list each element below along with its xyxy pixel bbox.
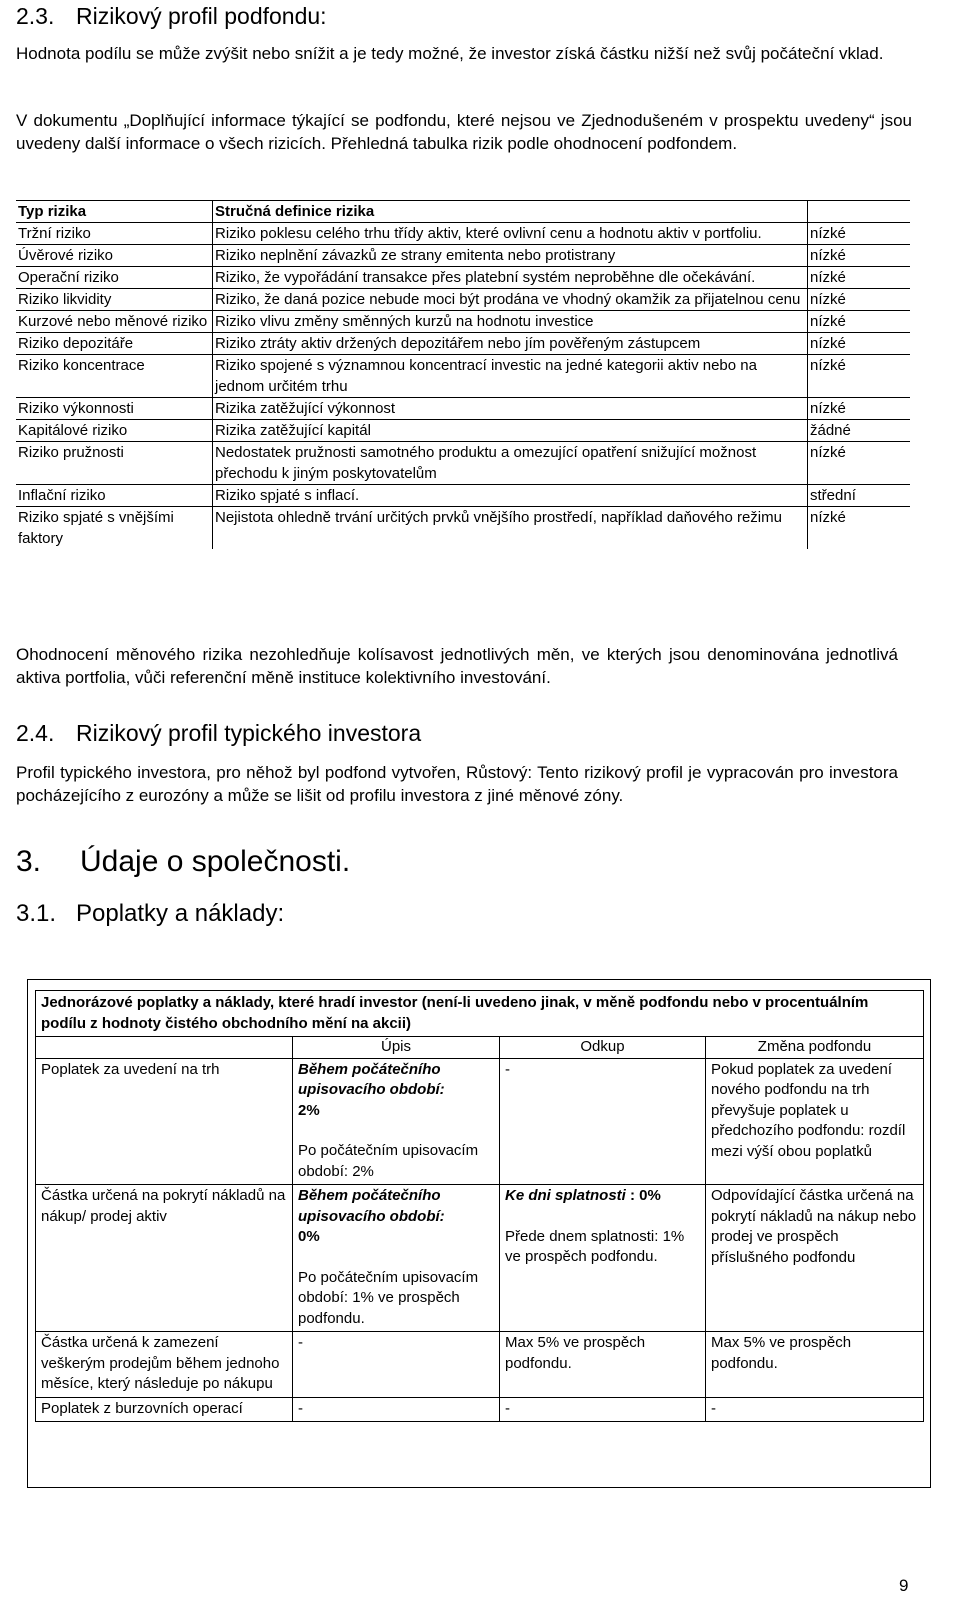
fee-odkup: Max 5% ve prospěch podfondu. — [500, 1332, 706, 1398]
fees-title-row — [36, 991, 924, 1037]
risk-definition: Riziko, že daná pozice nebude moci být prodána ve vhodný okamžik za přijatelnou cenu — [213, 289, 808, 311]
fees-row-market-launch — [36, 1058, 924, 1185]
fee-upis — [293, 1185, 500, 1332]
risk-type: Tržní riziko — [16, 223, 213, 245]
fee-odkup-before: Přede dnem splatnosti: 1% ve prospěch podfondu. — [505, 1227, 685, 1265]
fee-odkup — [500, 1185, 706, 1332]
risk-table-row — [16, 485, 910, 507]
risk-type: Riziko likvidity — [16, 289, 213, 311]
fee-upis-initial: Během počátečního upisovacího období: — [298, 1060, 445, 1098]
risk-table-row — [16, 311, 910, 333]
risk-table-row — [16, 333, 910, 355]
risk-definition: Riziko spjaté s inflací. — [213, 485, 808, 507]
fees-row-exchange — [36, 1397, 924, 1422]
risk-type: Úvěrové riziko — [16, 245, 213, 267]
risk-definition: Riziko neplnění závazků ze strany emitenta nebo protistrany — [213, 245, 808, 267]
risk-table — [16, 200, 910, 549]
risk-table-row — [16, 245, 910, 267]
fee-upis-initial: Během počátečního upisovacího období: — [298, 1187, 445, 1225]
fee-upis-initial-value: 0% — [298, 1228, 320, 1245]
fee-label: Částka určená na pokrytí nákladů na nákup/ prodej aktiv — [36, 1185, 293, 1332]
risk-table-row — [16, 267, 910, 289]
risk-type: Riziko pružnosti — [16, 442, 213, 485]
paragraph-currency-risk: Ohodnocení měnového rizika nezohledňuje kolísavost jednotlivých měn, ve kterých jsou denominována jednotlivá aktiva portfolia, vůči referenční měně instituce kolektivního investování. — [16, 645, 898, 687]
section-3-1-heading — [16, 900, 284, 928]
risk-level: nízké — [810, 313, 846, 330]
risk-type: Riziko výkonnosti — [16, 398, 213, 420]
risk-table-row — [16, 223, 910, 245]
fee-upis-after: Po počátečním upisovacím období: 2% — [298, 1142, 479, 1180]
risk-table-row — [16, 398, 910, 420]
fee-odkup: - — [500, 1397, 706, 1422]
fee-upis: - — [293, 1397, 500, 1422]
section-number: 2.3. — [16, 3, 55, 29]
risk-definition: Rizika zatěžující výkonnost — [213, 398, 808, 420]
risk-level: nízké — [810, 335, 846, 352]
fees-row-transaction-costs — [36, 1185, 924, 1332]
fee-label: Poplatek za uvedení na trh — [36, 1058, 293, 1185]
risk-definition: Riziko vlivu změny směnných kurzů na hodnotu investice — [213, 311, 808, 333]
header-risk-type: Typ rizika — [16, 201, 213, 223]
fee-upis-initial-value: 2% — [298, 1101, 320, 1119]
risk-type: Riziko koncentrace — [16, 355, 213, 398]
page-number: 9 — [899, 1576, 909, 1595]
risk-level: nízké — [810, 291, 846, 308]
fee-odkup-maturity: Ke dni splatnosti — [505, 1187, 626, 1204]
paragraph-investor-profile: Profil typického investora, pro něhož byl podfond vytvořen, Růstový: Tento rizikový profil je vypracován pro investora pocházejícího z eurozóny a může se lišit od profilu investora z jiné měnové zóny. — [16, 763, 898, 805]
section-title: Poplatky a náklady: — [76, 900, 285, 927]
section-2-4-heading — [16, 719, 421, 747]
section-number: 3. — [16, 845, 42, 878]
risk-definition: Riziko poklesu celého trhu třídy aktiv, které ovlivní cenu a hodnotu aktiv v portfoliu. — [213, 223, 808, 245]
fee-label: Částka určená k zamezení veškerým prodejům během jednoho měsíce, který následuje po nákupu — [36, 1332, 293, 1398]
fees-header-upis: Úpis — [293, 1037, 500, 1059]
fee-zmena: - — [706, 1397, 924, 1422]
section-title: Rizikový profil podfondu: — [76, 3, 327, 29]
risk-type: Riziko spjaté s vnějšími faktory — [16, 507, 213, 550]
risk-type: Kapitálové riziko — [16, 420, 213, 442]
fee-upis — [293, 1058, 500, 1185]
section-title: Údaje o společnosti. — [80, 845, 351, 878]
risk-level: nízké — [810, 444, 846, 461]
risk-level: střední — [810, 487, 856, 504]
risk-level: nízké — [810, 225, 846, 242]
risk-definition: Nedostatek pružnosti samotného produktu a omezující opatření snižující možnost přechodu k jiným poskytovatelům — [213, 442, 808, 485]
risk-table-row — [16, 355, 910, 398]
risk-level: nízké — [810, 400, 846, 417]
risk-type: Operační riziko — [16, 267, 213, 289]
fees-header-row — [36, 1037, 924, 1059]
risk-table-header — [16, 201, 910, 223]
fee-upis-after: Po počátečním upisovacím období: 1% ve prospěch podfondu. — [298, 1268, 479, 1327]
section-number: 2.4. — [16, 720, 55, 746]
fee-zmena: Odpovídající částka určená na pokrytí nákladů na nákup nebo prodej ve prospěch příslušného podfondu — [706, 1185, 924, 1332]
header-risk-definition: Stručná definice rizika — [213, 201, 808, 223]
risk-definition: Riziko spojené s významnou koncentrací investic na jedné kategorii aktiv nebo na jednom určitém trhu — [213, 355, 808, 398]
fees-header-zmena: Změna podfondu — [706, 1037, 924, 1059]
risk-level: nízké — [810, 269, 846, 286]
risk-definition: Riziko ztráty aktiv držených depozitářem nebo jím pověřeným zástupcem — [213, 333, 808, 355]
fees-row-anti-dilution — [36, 1332, 924, 1398]
fees-header-empty — [36, 1037, 293, 1059]
fee-label: Poplatek z burzovních operací — [36, 1397, 293, 1422]
risk-type: Inflační riziko — [16, 485, 213, 507]
section-2-3-heading — [16, 2, 327, 30]
fee-odkup-maturity-value: : 0% — [625, 1187, 661, 1204]
header-risk-level — [808, 201, 911, 223]
section-3-heading — [16, 844, 350, 880]
risk-definition: Rizika zatěžující kapitál — [213, 420, 808, 442]
risk-table-row — [16, 420, 910, 442]
risk-level: žádné — [810, 422, 851, 439]
fee-odkup: - — [500, 1058, 706, 1185]
risk-definition: Nejistota ohledně trvání určitých prvků vnějšího prostředí, například daňového režimu — [213, 507, 808, 550]
risk-level: nízké — [810, 357, 846, 374]
fee-upis: - — [293, 1332, 500, 1398]
risk-table-row — [16, 507, 910, 550]
risk-table-row — [16, 442, 910, 485]
risk-type: Riziko depozitáře — [16, 333, 213, 355]
risk-level: nízké — [810, 247, 846, 264]
section-number: 3.1. — [16, 900, 57, 927]
paragraph-value-warning: Hodnota podílu se může zvýšit nebo snížit a je tedy možné, že investor získá částku nižší než svůj počáteční vklad. — [16, 44, 884, 63]
fee-zmena: Max 5% ve prospěch podfondu. — [706, 1332, 924, 1398]
fees-header-odkup: Odkup — [500, 1037, 706, 1059]
fee-zmena: Pokud poplatek za uvedení nového podfondu na trh převyšuje poplatek u předchozího podfondu: rozdíl mezi výší obou poplatků — [706, 1058, 924, 1185]
paragraph-additional-info: V dokumentu „Doplňující informace týkající se podfondu, které nejsou ve Zjednodušeném v prospektu uvedeny“ jsou uvedeny další informace o všech rizicích. Přehledná tabulka rizik podle ohodnocení podfondem. — [16, 111, 912, 153]
risk-level: nízké — [810, 509, 846, 526]
risk-definition: Riziko, že vypořádání transakce přes platební systém neproběhne dle očekávání. — [213, 267, 808, 289]
section-title: Rizikový profil typického investora — [76, 720, 422, 746]
fees-table — [35, 990, 924, 1422]
fees-title: Jednorázové poplatky a náklady, které hradí investor (není-li uvedeno jinak, v měně podfondu nebo v procentuálním podílu z hodnoty čistého obchodního mění na akcii) — [36, 991, 924, 1037]
risk-table-row — [16, 289, 910, 311]
risk-type: Kurzové nebo měnové riziko — [16, 311, 213, 333]
